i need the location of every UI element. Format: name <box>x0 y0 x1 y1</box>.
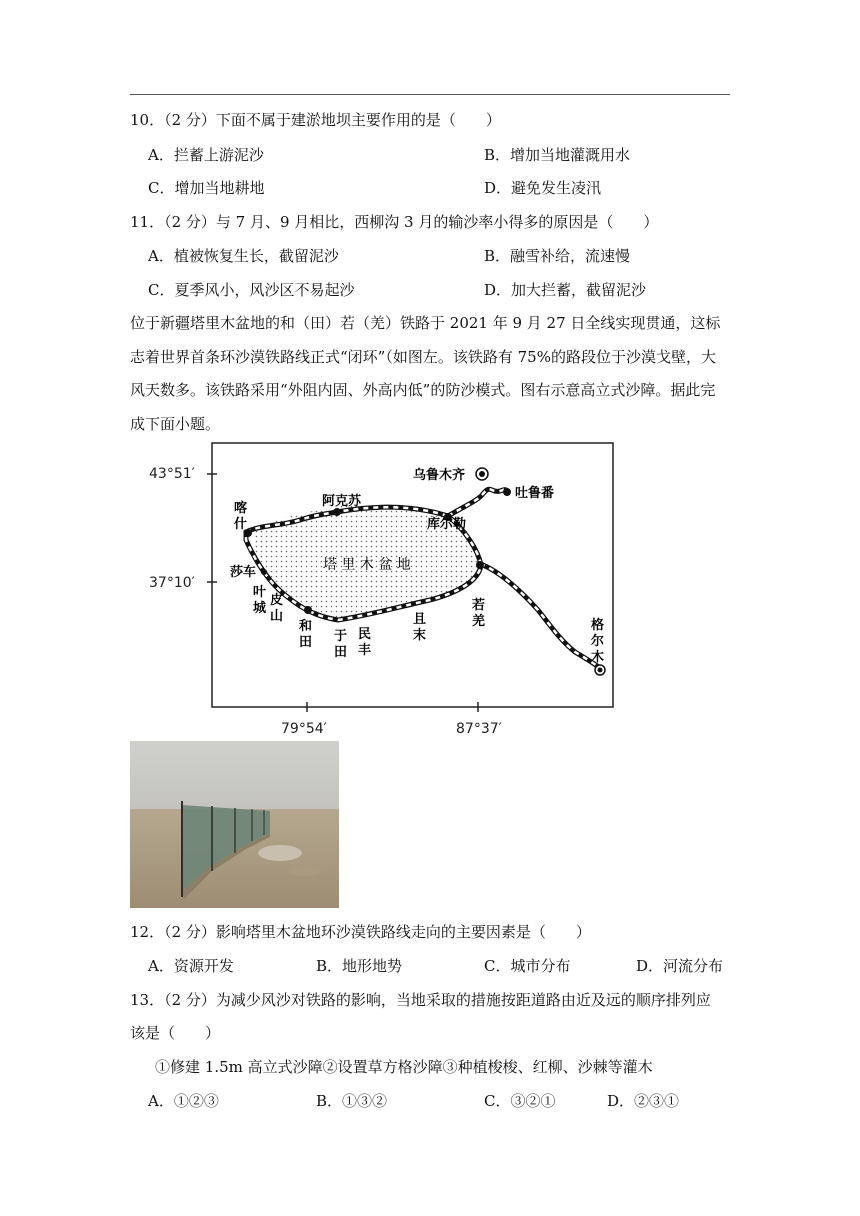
svg-text:丰: 丰 <box>358 643 372 658</box>
q10-option-b[interactable]: B．增加当地灌溉用水 <box>484 146 631 164</box>
city-yecheng <box>253 585 267 616</box>
lon-label-west: 79°54′ <box>281 721 327 737</box>
svg-text:且: 且 <box>413 612 427 627</box>
question-13-stem-line2: 该是（ ） <box>130 1024 221 1042</box>
q13-measures: ①修建 1.5m 高立式沙障②设置草方格沙障③种植梭梭、红柳、沙棘等灌木 <box>155 1058 653 1076</box>
q10-option-a[interactable]: A．拦蓄上游泥沙 <box>148 146 264 164</box>
lat-label-north: 43°51′ <box>149 466 195 482</box>
tarim-railway-map <box>130 440 620 744</box>
lat-label-south: 37°10′ <box>149 575 195 591</box>
svg-text:木: 木 <box>591 650 605 665</box>
svg-text:喀: 喀 <box>234 501 248 516</box>
q13-option-d[interactable]: D．②③① <box>607 1092 680 1110</box>
q11-option-a[interactable]: A．植被恢复生长，截留泥沙 <box>148 247 339 265</box>
ground-rock <box>258 845 302 861</box>
svg-text:山: 山 <box>270 609 284 624</box>
svg-text:叶: 叶 <box>253 585 267 600</box>
svg-text:民: 民 <box>358 627 372 642</box>
q13-option-a[interactable]: A．①②③ <box>148 1092 219 1110</box>
svg-text:羌: 羌 <box>472 614 486 629</box>
svg-text:莎车: 莎车 <box>230 565 257 580</box>
svg-text:格: 格 <box>591 618 605 633</box>
svg-text:库尔勒: 库尔勒 <box>427 517 467 532</box>
q13-option-c[interactable]: C．③②① <box>484 1092 556 1110</box>
svg-text:尔: 尔 <box>591 634 605 649</box>
svg-text:城: 城 <box>253 601 267 616</box>
svg-text:阿克苏: 阿克苏 <box>322 494 362 509</box>
q12-option-c[interactable]: C．城市分布 <box>484 957 571 975</box>
basin-label: 塔 里 木 盆 地 <box>323 557 411 573</box>
q13-option-b[interactable]: B．①③② <box>316 1092 388 1110</box>
svg-text:吐鲁番: 吐鲁番 <box>515 486 555 501</box>
svg-text:和: 和 <box>299 619 313 634</box>
question-13-stem-line1: 13．（2 分）为减少风沙对铁路的影响，当地采取的措施按距道路由近及远的顺序排列应 <box>130 991 711 1009</box>
svg-text:皮: 皮 <box>270 593 284 608</box>
q11-option-c[interactable]: C．夏季风小，风沙区不易起沙 <box>148 281 355 299</box>
question-10-stem: 10．（2 分）下面不属于建淤地坝主要作用的是（ ） <box>130 111 501 129</box>
question-11-stem: 11．（2 分）与 7 月、9 月相比，西柳沟 3 月的输沙率小得多的原因是（ ） <box>130 213 659 231</box>
q12-option-a[interactable]: A．资源开发 <box>148 957 234 975</box>
q10-option-c[interactable]: C．增加当地耕地 <box>148 179 265 197</box>
city-minfeng <box>358 627 371 658</box>
lon-label-east: 87°37′ <box>456 721 502 737</box>
svg-text:乌鲁木齐: 乌鲁木齐 <box>413 468 466 483</box>
q12-option-b[interactable]: B．地形地势 <box>316 957 403 975</box>
question-12-stem: 12．（2 分）影响塔里木盆地环沙漠铁路线走向的主要因素是（ ） <box>130 923 591 941</box>
header-rule <box>130 94 730 95</box>
svg-text:若: 若 <box>472 598 486 613</box>
svg-text:什: 什 <box>234 517 248 532</box>
passage-text: 位于新疆塔里木盆地的和（田）若（羌）铁路于 2021 年 9 月 27 日全线实现贯通，这标志着世界首条环沙漠铁路线正式“闭环”（如图左。该铁路有 75%的路段位于沙漠戈壁，大风天数多。该铁路采用“外阻内固、外高内低”的防沙模式。图右示意高立式沙障。据此完成下面小题。 <box>130 314 721 433</box>
svg-text:末: 末 <box>413 628 427 643</box>
q10-option-d[interactable]: D．避免发生凌汛 <box>484 179 602 197</box>
svg-text:田: 田 <box>334 645 348 660</box>
svg-text:田: 田 <box>299 635 313 650</box>
q11-option-b[interactable]: B．融雪补给，流速慢 <box>484 247 631 265</box>
photo-sky <box>130 741 339 811</box>
q12-option-d[interactable]: D．河流分布 <box>636 957 724 975</box>
ground-rock <box>289 866 321 876</box>
svg-text:于: 于 <box>334 629 348 644</box>
q11-option-d[interactable]: D．加大拦蓄，截留泥沙 <box>484 281 647 299</box>
sand-barrier-photo <box>130 741 339 908</box>
city-qiemo <box>413 612 426 643</box>
